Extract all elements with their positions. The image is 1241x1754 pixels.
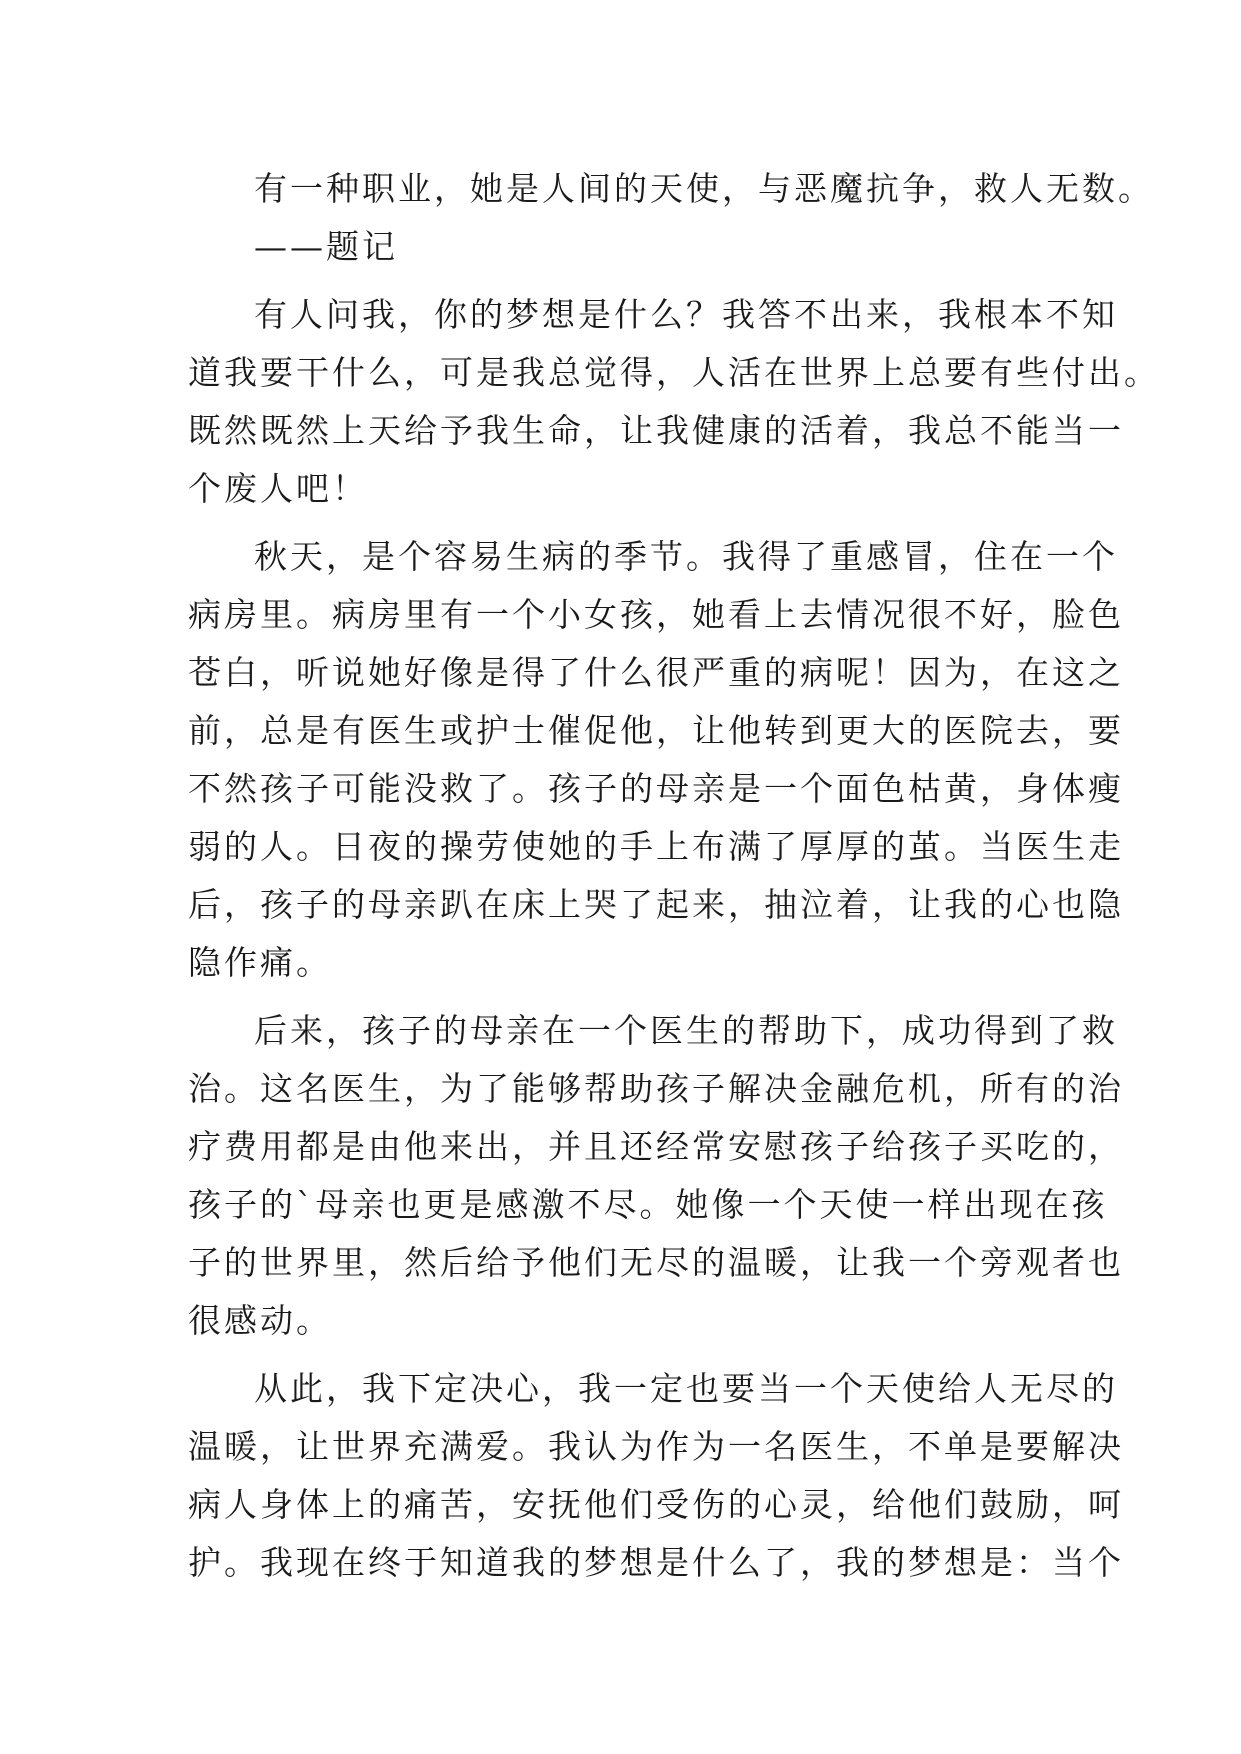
paragraph-3-line-6: 很感动。 (188, 1301, 332, 1340)
epigraph-line: 有一种职业，她是人间的天使，与恶魔抗争，救人无数。 (254, 169, 1154, 208)
paragraph-2-line-7: 后，孩子的母亲趴在床上哭了起来，抽泣着，让我的心也隐 (188, 885, 1124, 924)
paragraph-1-line-1: 有人问我，你的梦想是什么？我答不出来，我根本不知 (254, 295, 1118, 334)
paragraph-2-line-6: 弱的人。日夜的操劳使她的手上布满了厚厚的茧。当医生走 (188, 827, 1124, 866)
paragraph-1-line-4: 个废人吧！ (188, 469, 368, 508)
paragraph-3-line-2: 治。这名医生，为了能够帮助孩子解决金融危机，所有的治 (188, 1069, 1124, 1108)
paragraph-2-line-8: 隐作痛。 (188, 943, 332, 982)
paragraph-3-line-5: 子的世界里，然后给予他们无尽的温暖，让我一个旁观者也 (188, 1243, 1124, 1282)
paragraph-2-line-5: 不然孩子可能没救了。孩子的母亲是一个面色枯黄，身体瘦 (188, 769, 1124, 808)
paragraph-4-line-4: 护。我现在终于知道我的梦想是什么了，我的梦想是：当个 (188, 1543, 1124, 1582)
paragraph-4-line-1: 从此，我下定决心，我一定也要当一个天使给人无尽的 (254, 1369, 1118, 1408)
paragraph-4-line-3: 病人身体上的痛苦，安抚他们受伤的心灵，给他们鼓励，呵 (188, 1485, 1124, 1524)
paragraph-2-line-1: 秋天，是个容易生病的季节。我得了重感冒，住在一个 (254, 537, 1118, 576)
paragraph-1-line-3: 既然既然上天给予我生命，让我健康的活着，我总不能当一 (188, 411, 1124, 450)
epigraph-attribution: ——题记 (254, 227, 398, 266)
paragraph-3-line-1: 后来，孩子的母亲在一个医生的帮助下，成功得到了救 (254, 1011, 1118, 1050)
paragraph-2-line-2: 病房里。病房里有一个小女孩，她看上去情况很不好，脸色 (188, 595, 1124, 634)
paragraph-2-line-3: 苍白，听说她好像是得了什么很严重的病呢！因为，在这之 (188, 653, 1124, 692)
paragraph-3-line-4: 孩子的`母亲也更是感激不尽。她像一个天使一样出现在孩 (188, 1185, 1108, 1224)
paragraph-1-line-2: 道我要干什么，可是我总觉得，人活在世界上总要有些付出。 (188, 353, 1160, 392)
essay-body (188, 160, 1160, 1592)
paragraph-3-line-3: 疗费用都是由他来出，并且还经常安慰孩子给孩子买吃的， (188, 1127, 1124, 1166)
paragraph-4-line-2: 温暖，让世界充满爱。我认为作为一名医生，不单是要解决 (188, 1427, 1124, 1466)
paragraph-2-line-4: 前，总是有医生或护士催促他，让他转到更大的医院去，要 (188, 711, 1124, 750)
